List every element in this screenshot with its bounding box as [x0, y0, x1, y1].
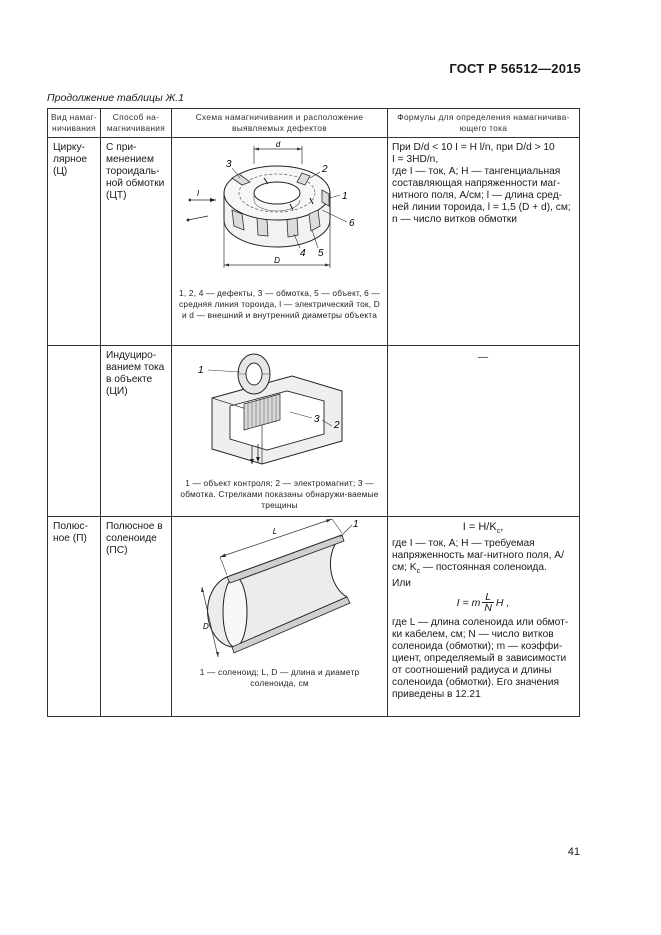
formula-line-3: где I — ток, А; H — тангенциальная составляющая напряженности маг-нитного поля, А/см; l — длина сред-ней линии тороида, l = 1,5 (D + d), см; n — число витков обмотки — [392, 166, 571, 225]
label-2: 2 — [334, 420, 340, 431]
formula-or: Или — [392, 578, 411, 590]
header-scheme: Схема намагничивания и расположение выявляемых дефектов — [172, 109, 388, 138]
label-L: L — [272, 527, 278, 536]
formula-dash: — — [477, 352, 489, 363]
toroid-formula — [388, 138, 579, 226]
formula-desc-2: где L — длина соленоида или обмот-ки кабелем, см; N — число витков соленоида (обмотки); m — коэффи-циент, определяемый в зависимости от соотношений радиуса и длины соленоида (обмотки). Его значения приведены в 12.21 — [392, 617, 569, 701]
label-4: 4 — [300, 248, 306, 259]
label-1: 1 — [198, 365, 204, 376]
toroid-legend: 1, 2, 4 — дефекты, 3 — обмотка, 5 — объект, 6 — средняя линия тороида, l — электрический ток, D и d — внешний и внутренний диаметры объекта — [179, 288, 380, 321]
formula-desc-1: где I — ток, А; H — требуемая напряженность маг-нитного поля, А/см; $K_c$ — постоянная соленоида. — [392, 538, 564, 576]
formula-main: $I = H/K_c$, — [462, 521, 504, 536]
solenoid-diagram — [172, 517, 386, 667]
solenoid-formula — [388, 517, 579, 701]
label-D: D — [274, 256, 280, 265]
toroid-diagram — [172, 138, 386, 288]
label-3: 3 — [226, 159, 232, 170]
label-5: 5 — [318, 248, 324, 259]
standard-header: ГОСТ Р 56512—2015 — [449, 61, 581, 76]
label-d: d — [275, 140, 281, 149]
table-row — [48, 517, 580, 717]
header-formulas: Формулы для определения намагничива- ющего тока — [388, 109, 580, 138]
formula-2: I = m L N H , — [456, 591, 510, 615]
label-3: 3 — [314, 414, 320, 425]
label-D: D — [203, 622, 209, 631]
method-induction: Индуциро- ванием тока в объекте (ЦИ) — [106, 350, 165, 397]
electromagnet-diagram — [172, 346, 386, 478]
type-polar: Полюс- ное (П) — [53, 521, 88, 544]
table-header-row — [48, 109, 580, 138]
formula-line-1: При D/d < 10 I = H l/n, при D/d > 10 — [392, 142, 555, 153]
type-circular: Цирку- лярное (Ц) — [53, 142, 88, 177]
method-solenoid: Полюсное в соленоиде (ПС) — [106, 521, 163, 556]
label-1: 1 — [353, 519, 359, 530]
formula-line-2: I = 3HD/n, — [392, 154, 439, 165]
header-type: Вид намаг- ничивания — [48, 109, 101, 138]
table-row — [48, 138, 580, 346]
label-1: 1 — [342, 191, 348, 202]
type-empty — [48, 346, 100, 350]
label-2: 2 — [322, 164, 328, 175]
table-row — [48, 346, 580, 517]
page-number: 41 — [567, 846, 580, 858]
label-I: I — [197, 189, 200, 198]
label-6: 6 — [349, 218, 355, 229]
header-method: Способ на- магничивания — [101, 109, 172, 138]
magnetization-table — [47, 108, 580, 717]
solenoid-legend: 1 — соленоид; L, D — длина и диаметр соленоида, см — [199, 667, 360, 689]
electromagnet-legend: 1 — объект контроля; 2 — электромагнит; 3 — обмотка. Стрелками показаны обнаружи-ваемые трещины — [180, 478, 379, 511]
method-toroidal: С при- менением тороидаль- ной обмотки (ЦТ) — [106, 142, 165, 201]
table-caption: Продолжение таблицы Ж.1 — [47, 92, 184, 104]
